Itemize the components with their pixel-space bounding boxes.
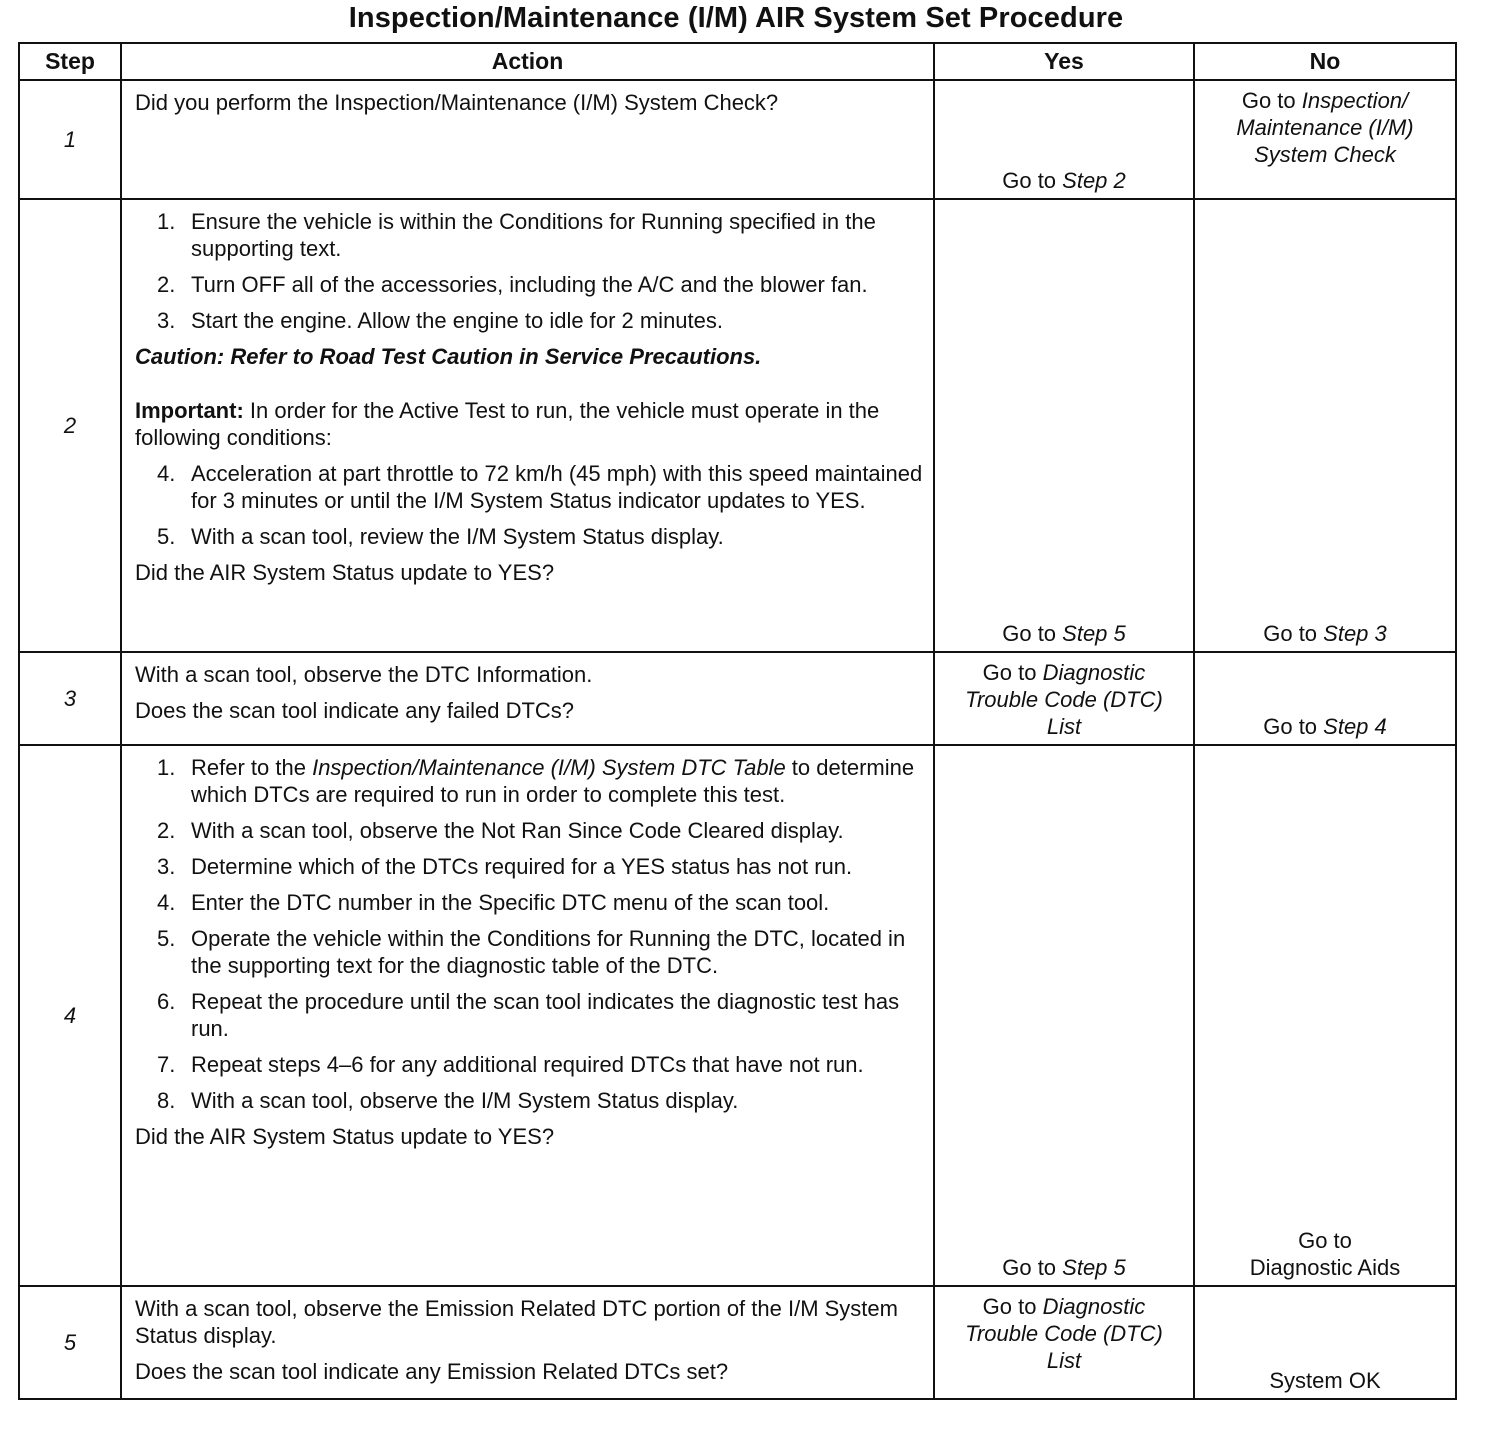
question-text: Did the AIR System Status update to YES? (135, 560, 555, 585)
instruction-list (135, 460, 929, 550)
step-number: 1 (19, 80, 121, 199)
list-item: 5. With a scan tool, review the I/M System Status display. (157, 524, 724, 549)
question-text: Did you perform the Inspection/Maintenance (I/M) System Check? (135, 90, 779, 115)
yes-cell (934, 745, 1194, 1286)
yes-prefix: Go to (1002, 621, 1063, 646)
question-text: Does the scan tool indicate any Emission Related DTCs set? (135, 1359, 729, 1384)
instruction-text: With a scan tool, observe the Emission Related DTC portion of the I/M System Status display. (135, 1296, 898, 1348)
step-number: 3 (19, 652, 121, 745)
table-header-row (19, 43, 1456, 80)
table-row (19, 199, 1456, 652)
step-number: 5 (19, 1286, 121, 1399)
yes-link[interactable]: Diagnostic Trouble Code (DTC) List (965, 1294, 1163, 1373)
instruction-list (135, 208, 929, 334)
list-item: 4. Acceleration at part throttle to 72 km/h (45 mph) with this speed maintained for 3 minutes or until the I/M System Status indicator updates to YES. (157, 461, 923, 513)
action-cell (121, 80, 934, 199)
list-item: 1. Ensure the vehicle is within the Conditions for Running specified in the supporting text. (157, 209, 876, 261)
yes-link[interactable]: Step 5 (1062, 1255, 1126, 1280)
dtc-table-link[interactable]: Inspection/Maintenance (I/M) System DTC Table (312, 755, 786, 780)
list-item: 3. Determine which of the DTCs required for a YES status has not run. (157, 854, 853, 879)
list-item: 3. Start the engine. Allow the engine to idle for 2 minutes. (157, 308, 723, 333)
no-prefix: Go to (1241, 88, 1302, 113)
no-cell (1194, 652, 1456, 745)
no-result: System OK (1269, 1368, 1381, 1393)
no-cell (1194, 80, 1456, 199)
list-item: 1. Refer to the Inspection/Maintenance (I/M) System DTC Table to determine which DTCs are required to run in order to complete this test. (157, 755, 915, 807)
yes-prefix: Go to (1002, 168, 1063, 193)
no-cell (1194, 745, 1456, 1286)
header-step: Step (19, 43, 121, 80)
no-link[interactable]: Diagnostic Aids (1249, 1255, 1401, 1280)
step-number: 2 (19, 199, 121, 652)
list-item: 2. Turn OFF all of the accessories, including the A/C and the blower fan. (157, 272, 868, 297)
table-row (19, 80, 1456, 199)
list-item: 4. Enter the DTC number in the Specific DTC menu of the scan tool. (157, 890, 830, 915)
action-cell (121, 1286, 934, 1399)
instruction-text: With a scan tool, observe the DTC Information. (135, 662, 593, 687)
yes-link[interactable]: Step 5 (1062, 621, 1126, 646)
page-title: Inspection/Maintenance (I/M) AIR System Set Procedure (348, 2, 1124, 34)
instruction-list (135, 754, 929, 1114)
yes-link[interactable]: Diagnostic Trouble Code (DTC) List (965, 660, 1163, 739)
yes-cell (934, 652, 1194, 745)
yes-link[interactable]: Step 2 (1062, 168, 1126, 193)
yes-cell (934, 199, 1194, 652)
list-item: 7. Repeat steps 4–6 for any additional required DTCs that have not run. (157, 1052, 864, 1077)
yes-prefix: Go to (1002, 1255, 1063, 1280)
step-number: 4 (19, 745, 121, 1286)
yes-cell (934, 80, 1194, 199)
header-no: No (1194, 43, 1456, 80)
list-item: 5. Operate the vehicle within the Conditions for Running the DTC, located in the supporting text for the diagnostic table of the DTC. (157, 926, 906, 978)
important-note: Important: In order for the Active Test to run, the vehicle must operate in the following conditions: (135, 398, 880, 450)
header-yes: Yes (934, 43, 1194, 80)
action-cell (121, 745, 934, 1286)
no-cell (1194, 1286, 1456, 1399)
action-cell (121, 652, 934, 745)
list-item: 2. With a scan tool, observe the Not Ran Since Code Cleared display. (157, 818, 844, 843)
question-text: Did the AIR System Status update to YES? (135, 1124, 555, 1149)
table-row (19, 1286, 1456, 1399)
action-cell (121, 199, 934, 652)
no-prefix: Go to (1263, 621, 1324, 646)
yes-prefix: Go to (982, 660, 1043, 685)
yes-prefix: Go to (982, 1294, 1043, 1319)
table-row (19, 652, 1456, 745)
no-prefix: Go to (1298, 1228, 1352, 1253)
question-text: Does the scan tool indicate any failed DTCs? (135, 698, 575, 723)
header-action: Action (121, 43, 934, 80)
no-cell (1194, 199, 1456, 652)
no-prefix: Go to (1263, 714, 1324, 739)
list-item: 6. Repeat the procedure until the scan tool indicates the diagnostic test has run. (157, 989, 900, 1041)
yes-cell (934, 1286, 1194, 1399)
no-link[interactable]: Step 3 (1323, 621, 1387, 646)
caution-note: Caution: Refer to Road Test Caution in Service Precautions. (135, 344, 762, 369)
table-row (19, 745, 1456, 1286)
no-link[interactable]: Inspection/ Maintenance (I/M) System Check (1236, 88, 1414, 167)
list-item: 8. With a scan tool, observe the I/M System Status display. (157, 1088, 739, 1113)
no-link[interactable]: Step 4 (1323, 714, 1387, 739)
procedure-table (18, 42, 1457, 1400)
